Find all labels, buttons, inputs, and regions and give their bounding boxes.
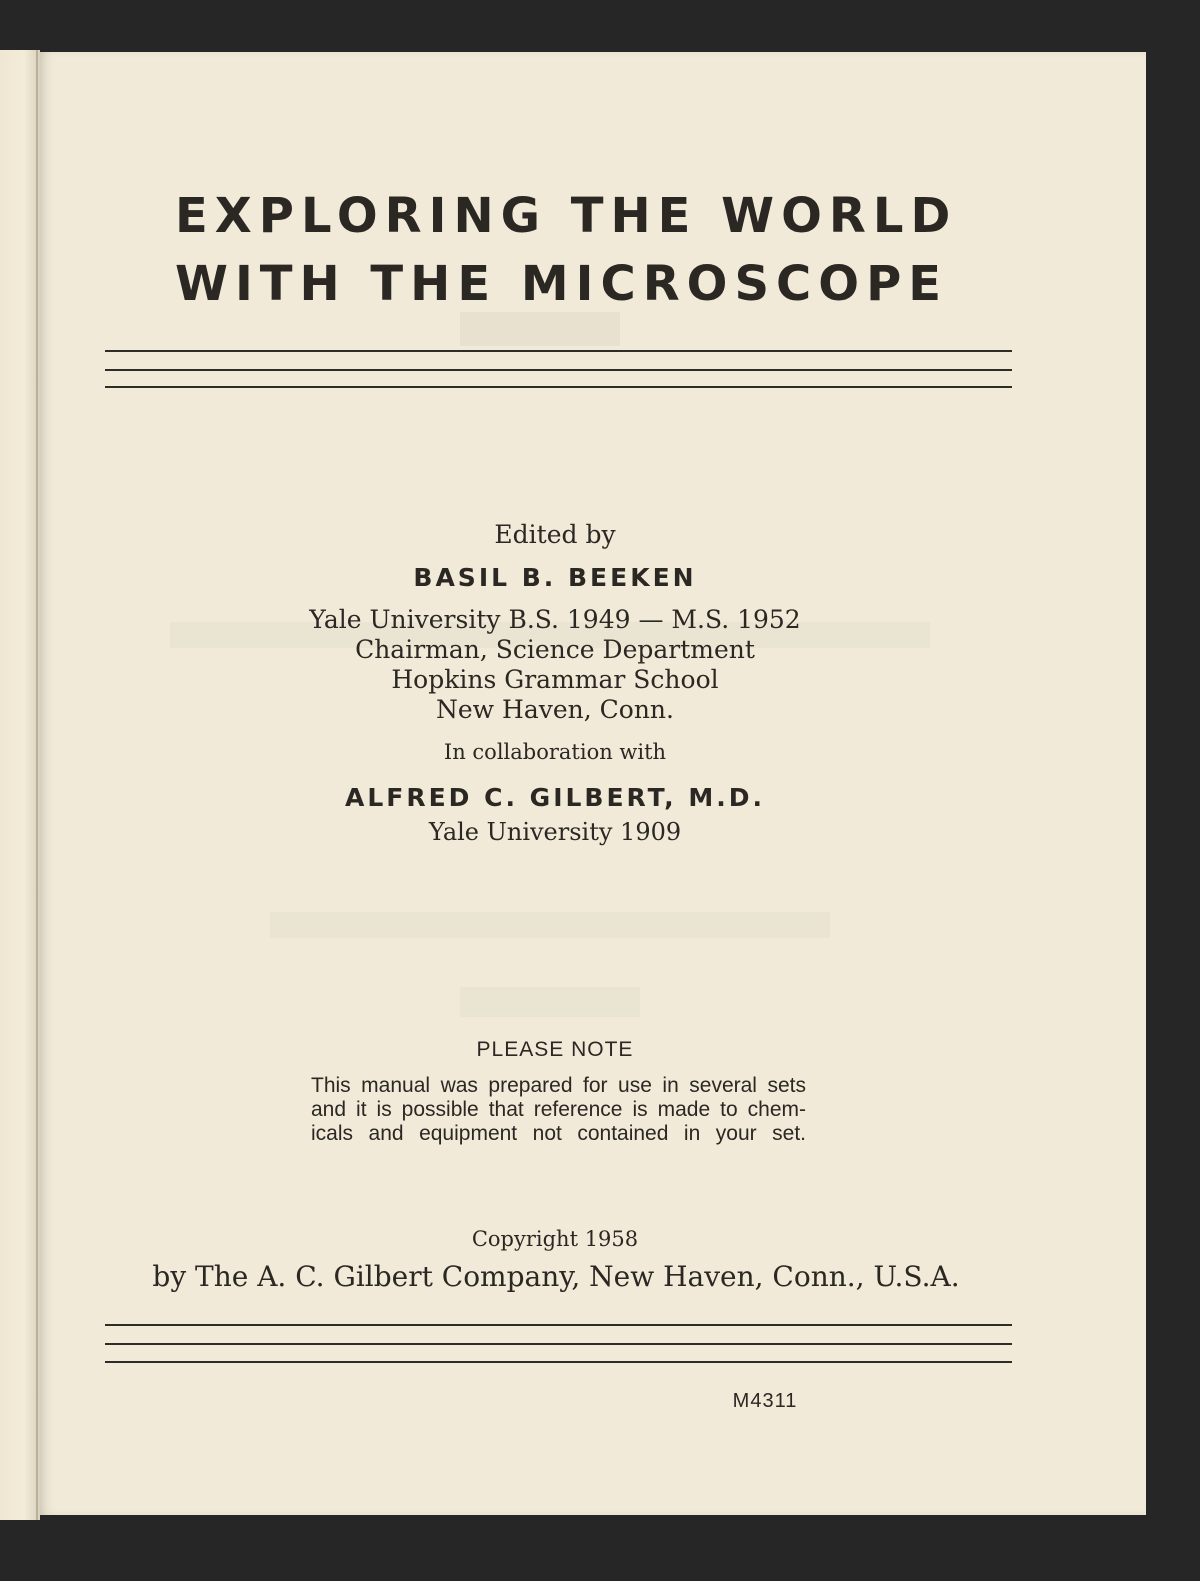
note-line-1: This manual was prepared for use in several sets [311,1074,806,1097]
editor-credential-4: New Haven, Conn. [436,695,674,724]
editor-credential-1: Yale University B.S. 1949 — M.S. 1952 [309,605,801,634]
bottom-rule-2 [105,1343,1012,1345]
publisher-line: by The A. C. Gilbert Company, New Haven, Conn., U.S.A. [152,1260,960,1293]
editor-credential-3: Hopkins Grammar School [391,665,719,694]
edited-by-label: Edited by [494,520,616,549]
note-line-3: icals and equipment not contained in your set. [311,1122,806,1145]
title-line-2: WITH THE MICROSCOPE [175,256,949,312]
top-rule-1 [105,350,1012,352]
note-heading: PLEASE NOTE [476,1038,634,1061]
editor-name: BASIL B. BEEKEN [413,563,697,592]
title-line-1: EXPLORING THE WORLD [175,188,958,244]
top-rule-2 [105,369,1012,371]
collaborator-credentials: Yale University 1909 [428,818,682,846]
show-through-block-3 [270,912,830,938]
show-through-block-1 [460,312,620,346]
note-body [311,1074,806,1146]
collaboration-label: In collaboration with [443,740,667,764]
show-through-block-4 [460,987,640,1017]
note-line-2: and it is possible that reference is made to chem- [311,1098,806,1121]
top-rule-3 [105,386,1012,388]
copyright-line: Copyright 1958 [471,1227,639,1251]
bottom-rule-3 [105,1361,1012,1363]
editor-credential-2: Chairman, Science Department [355,635,755,664]
bottom-rule-1 [105,1324,1012,1326]
catalog-code: M4311 [732,1390,798,1412]
collaborator-name: ALFRED C. GILBERT, M.D. [344,783,765,812]
